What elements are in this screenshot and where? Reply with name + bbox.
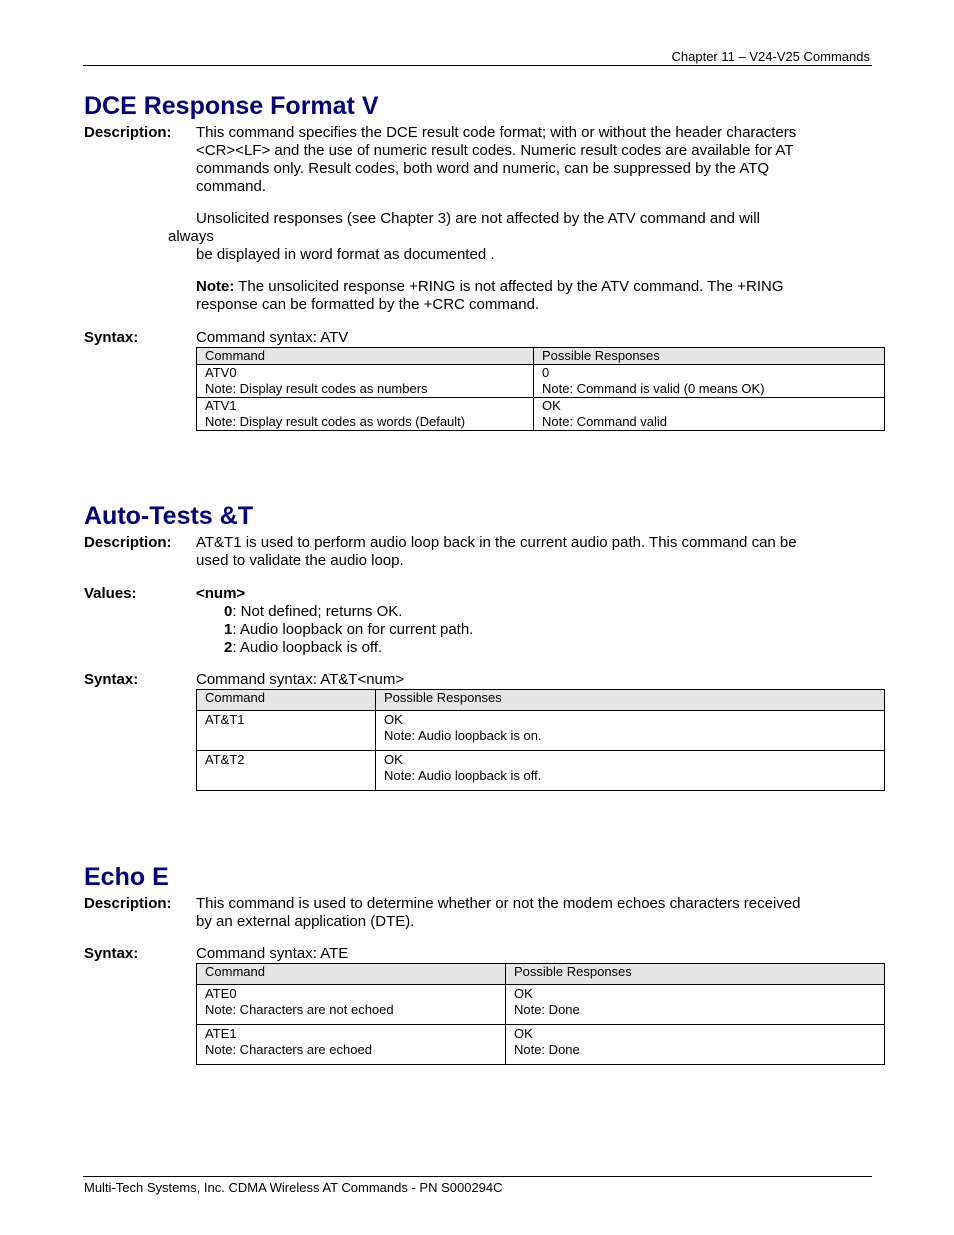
table-header-row: [197, 690, 885, 711]
command-value: ATV0: [205, 365, 237, 380]
table-row: [197, 1025, 885, 1065]
command-note: Note: Characters are not echoed: [205, 1002, 394, 1017]
page-header-chapter: Chapter 11 – V24-V25 Commands: [671, 49, 870, 64]
table-cell-command: [197, 398, 534, 431]
values-label: Values:: [84, 585, 137, 602]
table-cell-command: [197, 985, 506, 1025]
response-value: OK: [514, 1026, 533, 1041]
command-value: ATV1: [205, 398, 237, 413]
footer-rule: [83, 1176, 872, 1177]
response-note: Note: Command valid: [542, 414, 667, 429]
syntax-text: Command syntax: ATE: [196, 945, 349, 962]
table-row: [197, 985, 885, 1025]
table-header-responses: Possible Responses: [376, 690, 885, 711]
table-header-command: Command: [197, 348, 534, 365]
note-paragraph: [196, 278, 784, 314]
section-title-echo: Echo E: [84, 863, 169, 891]
response-value: OK: [384, 752, 403, 767]
table-header-responses: Possible Responses: [506, 964, 885, 985]
command-table-at-t: [196, 689, 885, 791]
header-rule: [83, 65, 872, 66]
description-line: This command is used to determine whether or not the modem echoes characters received: [196, 895, 801, 912]
value-item: 1: Audio loopback on for current path.: [224, 621, 474, 638]
syntax-label: Syntax:: [84, 945, 139, 962]
response-value: 0: [542, 365, 550, 380]
command-table-ate: [196, 963, 885, 1065]
table-header-row: [197, 964, 885, 985]
table-row: [197, 711, 885, 751]
description-line: <CR><LF> and the use of numeric result codes. Numeric result codes are available for AT: [196, 142, 794, 159]
table-row: [197, 365, 885, 398]
description-line: used to validate the audio loop.: [196, 552, 404, 569]
command-note: Note: Characters are echoed: [205, 1042, 372, 1057]
response-note: Note: Audio loopback is on.: [384, 728, 542, 743]
page-footer-text: Multi-Tech Systems, Inc. CDMA Wireless AT Commands - PN S000294C: [84, 1180, 503, 1195]
description-line: This command specifies the DCE result code format; with or without the header characters: [196, 124, 797, 141]
response-value: OK: [514, 986, 533, 1001]
table-cell-response: [534, 398, 885, 431]
description-line: AT&T1 is used to perform audio loop back in the current audio path. This command can be: [196, 534, 797, 551]
description-label: Description:: [84, 534, 172, 551]
values-param: <num>: [196, 585, 246, 602]
command-note: Note: Display result codes as words (Default): [205, 414, 466, 429]
syntax-label: Syntax:: [84, 671, 139, 688]
description-line: command.: [196, 178, 267, 195]
response-note: Note: Command is valid (0 means OK): [542, 381, 765, 396]
table-cell-response: [376, 711, 885, 751]
value-item: 0: Not defined; returns OK.: [224, 603, 403, 620]
note-text: The unsolicited response +RING is not affected by the ATV command. The +RING: [234, 278, 784, 295]
description-text: [196, 895, 800, 931]
table-header-command: Command: [197, 690, 376, 711]
table-cell-command: [197, 365, 534, 398]
description-text: [196, 534, 797, 570]
description-line: commands only. Result codes, both word and numeric, can be suppressed by the ATQ: [196, 160, 770, 177]
table-row: [197, 751, 885, 791]
response-note: Note: Audio loopback is off.: [384, 768, 542, 783]
section-title-dce-response-format: DCE Response Format V: [84, 92, 379, 120]
command-value: ATE1: [205, 1026, 237, 1041]
unsolicited-line-3: be displayed in word format as documented .: [196, 246, 495, 263]
table-cell-response: [376, 751, 885, 791]
syntax-text: Command syntax: AT&T<num>: [196, 671, 405, 688]
response-note: Note: Done: [514, 1042, 580, 1057]
unsolicited-line-1: Unsolicited responses (see Chapter 3) are not affected by the ATV command and will: [196, 210, 760, 227]
response-note: Note: Done: [514, 1002, 580, 1017]
table-cell-command: [197, 751, 376, 791]
table-cell-response: [506, 985, 885, 1025]
response-value: OK: [384, 712, 403, 727]
description-line: by an external application (DTE).: [196, 913, 415, 930]
table-row: [197, 398, 885, 431]
table-header-responses: Possible Responses: [534, 348, 885, 365]
command-value: AT&T1: [205, 712, 245, 727]
value-item: 2: Audio loopback is off.: [224, 639, 383, 656]
values-list: [224, 603, 473, 657]
table-header-command: Command: [197, 964, 506, 985]
description-label: Description:: [84, 895, 172, 912]
syntax-label: Syntax:: [84, 329, 139, 346]
note-text-line-2: response can be formatted by the +CRC command.: [196, 296, 540, 313]
table-cell-response: [534, 365, 885, 398]
table-cell-command: [197, 711, 376, 751]
table-header-row: [197, 348, 885, 365]
unsolicited-line-2: always: [168, 228, 214, 245]
response-value: OK: [542, 398, 561, 413]
table-cell-command: [197, 1025, 506, 1065]
description-label: Description:: [84, 124, 172, 141]
syntax-text: Command syntax: ATV: [196, 329, 349, 346]
description-text: [196, 124, 796, 196]
command-table-atv: [196, 347, 885, 431]
command-note: Note: Display result codes as numbers: [205, 381, 428, 396]
command-value: ATE0: [205, 986, 237, 1001]
table-cell-response: [506, 1025, 885, 1065]
command-value: AT&T2: [205, 752, 245, 767]
note-label: Note:: [196, 278, 235, 295]
section-title-auto-tests: Auto-Tests &T: [84, 502, 253, 530]
